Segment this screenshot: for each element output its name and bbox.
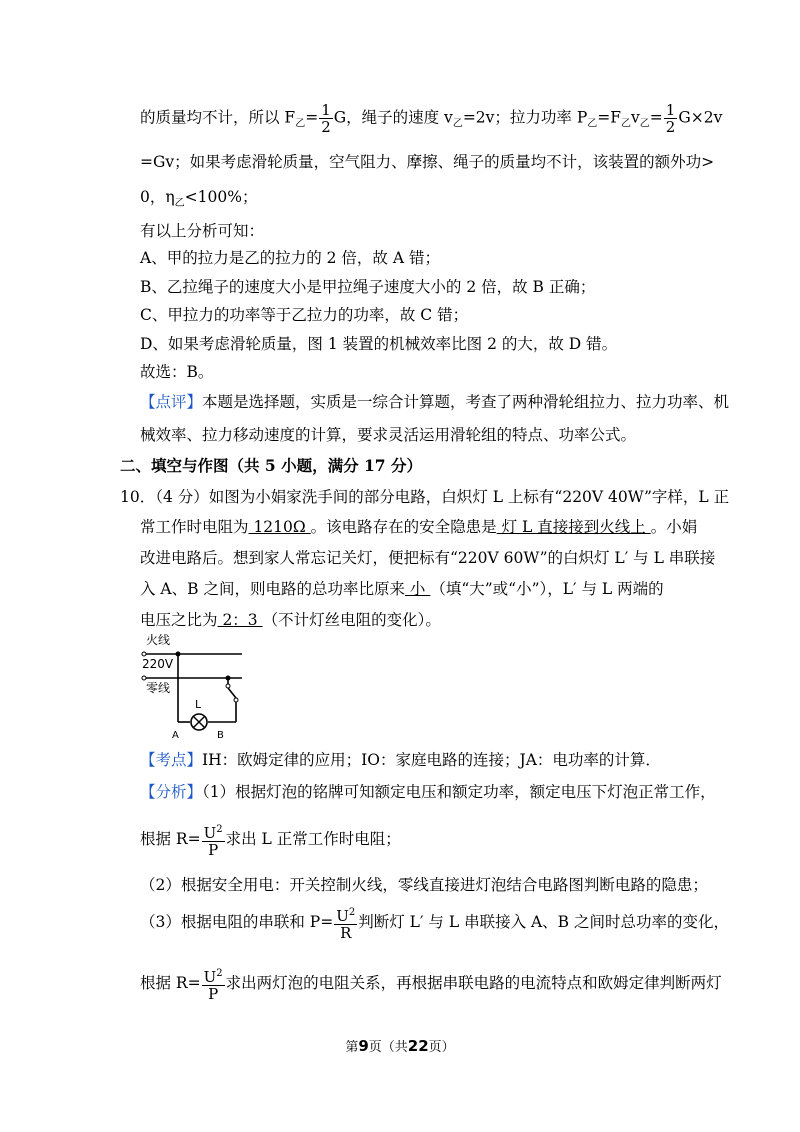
- analysis-line-1: 【分析】（1）根据灯泡的铭牌可知额定电压和额定功率，额定电压下灯泡正常工作，: [140, 783, 716, 801]
- text-line-3: 0，$\eta_乙<100\%$；: [140, 188, 258, 210]
- answer-blank-3: 小: [404, 580, 431, 598]
- option-a-text: A、甲的拉力是乙的拉力的 2 倍，故 A 错；: [140, 249, 440, 267]
- fraction-half-2: $\frac{1}{2}$: [665, 101, 676, 136]
- question-10-line-1: 10．（4 分）如图为小娟家洗手间的部分电路，白炽灯 L 上标有“220V 40W”字样，L 正: [120, 488, 730, 506]
- neutral-wire-label: 零线: [146, 681, 171, 695]
- question-10-line-4: 入 A、B 之间，则电路的总功率比原来 小 （填“大”或“小”），L′ 与 L 两端的: [140, 580, 664, 598]
- analysis-line-3: （3）根据电阻的串联和 P= $\frac{U^2}{R}$ 判断灯 L′ 与 L 串联接入 A、B 之间时总功率的变化，: [140, 907, 730, 942]
- point-a-label: A: [172, 730, 179, 741]
- option-b-text: B、乙拉绳子的速度大小是甲拉绳子速度大小的 2 倍，故 B 正确；: [140, 278, 596, 296]
- comment-tag: 【点评】: [140, 393, 203, 411]
- formula-u2-over-r: $\frac{U^2}{R}$: [336, 907, 356, 942]
- page-footer: 第9页（共22页）: [345, 1037, 455, 1055]
- section-heading: 二、填空与作图（共 5 小题，满分 17 分）: [120, 456, 422, 475]
- voltage-label: 220V: [142, 657, 174, 671]
- text-line-4: 有以上分析可知：: [140, 222, 265, 240]
- switch-contact: [226, 684, 230, 688]
- knowledge-tag: 【考点】: [140, 751, 203, 769]
- formula-u2-over-p: $\frac{U^2}{P}$: [203, 824, 223, 859]
- page-number: 9: [358, 1037, 369, 1055]
- comment-line-1: 【点评】本题是选择题，实质是一综合计算题，考查了两种滑轮组拉力、拉力功率、机: [140, 393, 730, 411]
- neutral-terminal: [142, 676, 146, 680]
- formula-line-1: 根据 R= $\frac{U^2}{P}$ 求出 L 正常工作时电阻；: [140, 824, 401, 859]
- switch-contact-2: [234, 698, 238, 702]
- option-c-text: C、甲拉力的功率等于乙拉力的功率，故 C 错；: [140, 306, 469, 324]
- total-pages: 22: [407, 1037, 429, 1055]
- fraction-half: $\frac{1}{2}$: [321, 101, 331, 136]
- answer-blank-2: 灯 L 直接接到火线上: [496, 518, 651, 536]
- analysis-line-2: （2）根据安全用电：开关控制火线，零线直接进灯泡结合电路图判断电路的隐患；: [140, 876, 708, 894]
- answer-text: 故选：B。: [140, 363, 214, 381]
- question-10-line-3: 改进电路后。想到家人常忘记关灯，便把标有“220V 60W”的白炽灯 L′ 与 L 串联接: [140, 549, 716, 567]
- formula-line-2: 根据 R= $\frac{U^2}{P}$ 求出两灯泡的电阻关系，再根据串联电路的电流特点和欧姆定律判断两灯: [140, 968, 722, 1003]
- fire-terminal: [142, 652, 146, 656]
- lamp-label: L: [195, 698, 202, 711]
- fire-wire-label: 火线: [146, 633, 171, 647]
- comment-line-2: 械效率、拉力移动速度的计算，要求灵活运用滑轮组的特点、功率公式。: [140, 426, 637, 444]
- option-d-text: D、如果考虑滑轮质量，图 1 装置的机械效率比图 2 的大，故 D 错。: [140, 335, 618, 353]
- switch-blade: [228, 688, 236, 698]
- knowledge-point-line: 【考点】IH：欧姆定律的应用；IO：家庭电路的连接；JA：电功率的计算．: [140, 751, 661, 769]
- answer-blank-1: 1210Ω: [248, 518, 311, 536]
- point-b-label: B: [217, 730, 224, 741]
- answer-blank-4: 2：3: [217, 611, 263, 629]
- formula-u2-over-p-2: $\frac{U^2}{P}$: [203, 968, 223, 1003]
- analysis-tag: 【分析】: [140, 783, 203, 801]
- question-10-line-5: 电压之比为 2：3 （不计灯丝电阻的变化）。: [140, 611, 441, 629]
- text-line-1: 的质量均不计，所以 $F_乙=$ $\frac{1}{2}$ G，绳子的速度 $v_乙=2v$；拉力功率 $P_乙=F_乙v_乙=$ $\frac{1}{2}$ G×2v: [140, 101, 723, 136]
- question-10-line-2: 常工作时电阻为 1210Ω 。该电路存在的安全隐患是 灯 L 直接接到火线上 。小娟: [140, 518, 698, 536]
- circuit-diagram: [140, 630, 250, 742]
- text-line-2: =Gv；如果考虑滑轮质量，空气阻力、摩擦、绳子的质量均不计，该装置的额外功>: [140, 153, 715, 171]
